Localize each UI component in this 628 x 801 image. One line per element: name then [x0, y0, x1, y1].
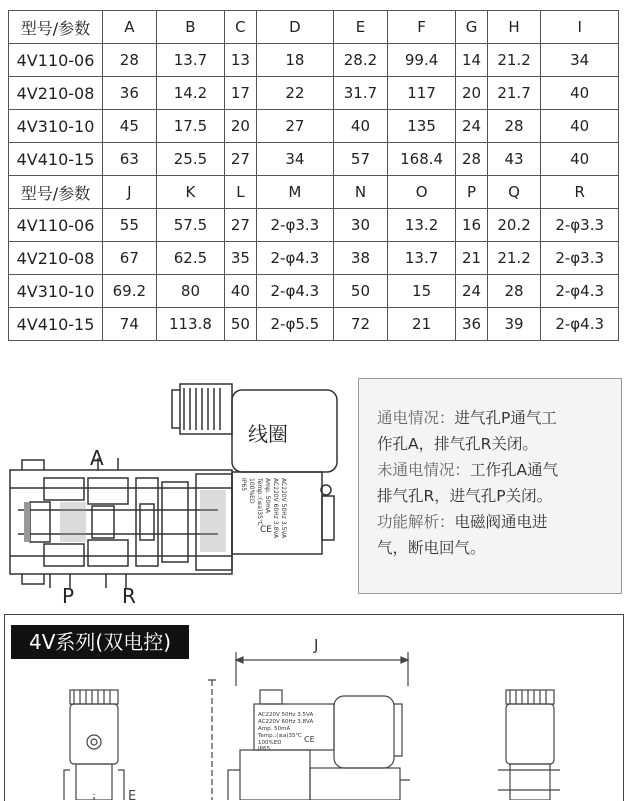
value-cell: 38: [334, 242, 388, 275]
value-cell: 27: [225, 209, 256, 242]
value-cell: 14: [456, 44, 487, 77]
value-cell: 2-φ3.3: [256, 209, 334, 242]
model-cell: 4V210-08: [9, 242, 103, 275]
value-cell: 17.5: [156, 110, 225, 143]
value-cell: N: [334, 176, 388, 209]
value-cell: C: [225, 11, 256, 44]
value-cell: 21.7: [487, 77, 541, 110]
model-cell: 4V110-06: [9, 44, 103, 77]
value-cell: 14.2: [156, 77, 225, 110]
spec-table: [8, 10, 619, 341]
coil-spec-text-2: AC220V 60Hz 3.8VA: [258, 719, 314, 725]
value-cell: 72: [334, 308, 388, 341]
value-cell: B: [156, 11, 225, 44]
value-cell: 2-φ4.3: [541, 308, 619, 341]
value-cell: J: [103, 176, 157, 209]
section-title: 4V系列(双电控): [11, 625, 189, 659]
value-cell: 34: [541, 44, 619, 77]
value-cell: 28: [103, 44, 157, 77]
value-cell: 30: [334, 209, 388, 242]
value-cell: 74: [103, 308, 157, 341]
value-cell: L: [225, 176, 256, 209]
value-cell: 2-φ3.3: [541, 209, 619, 242]
model-cell: 4V210-08: [9, 77, 103, 110]
value-cell: 57.5: [156, 209, 225, 242]
analysis-line-1: 功能解析：电磁阀通电进: [377, 513, 548, 531]
table-row: [9, 143, 619, 176]
value-cell: 20: [225, 110, 256, 143]
coil-spec-text-2: Temp.:(≤a)35℃: [258, 733, 302, 739]
value-cell: 16: [456, 209, 487, 242]
coil-spec-text-2: IP65: [258, 746, 270, 752]
svg-text:CE: CE: [260, 525, 272, 535]
value-cell: 113.8: [156, 308, 225, 341]
value-cell: G: [456, 11, 487, 44]
value-cell: H: [487, 11, 541, 44]
table-row: [9, 44, 619, 77]
value-cell: 28.2: [334, 44, 388, 77]
port-r-label: R: [122, 584, 136, 608]
value-cell: 40: [225, 275, 256, 308]
table-row: [9, 77, 619, 110]
value-cell: D: [256, 11, 334, 44]
value-cell: 43: [487, 143, 541, 176]
powered-line-2: 作孔A，排气孔R关闭。: [377, 435, 538, 453]
table-row: [9, 242, 619, 275]
value-cell: 21: [387, 308, 456, 341]
value-cell: 35: [225, 242, 256, 275]
table-row: [9, 110, 619, 143]
value-cell: 40: [334, 110, 388, 143]
value-cell: 40: [541, 110, 619, 143]
value-cell: 22: [256, 77, 334, 110]
value-cell: 2-φ5.5: [256, 308, 334, 341]
coil-spec-text: AC220V 60Hz 3.8VA: [272, 478, 279, 539]
coil-label: 线圈: [248, 422, 288, 446]
coil-spec-text-2: 100%ED: [258, 740, 282, 746]
analysis-line-2: 气，断电回气。: [377, 539, 486, 557]
value-cell: 80: [156, 275, 225, 308]
value-cell: 55: [103, 209, 157, 242]
value-cell: 28: [487, 275, 541, 308]
svg-text:CE: CE: [304, 735, 315, 744]
table-header-row: [9, 11, 619, 44]
value-cell: 50: [225, 308, 256, 341]
value-cell: 69.2: [103, 275, 157, 308]
value-cell: 13: [225, 44, 256, 77]
value-cell: 99.4: [387, 44, 456, 77]
value-cell: K: [156, 176, 225, 209]
coil-spec-text-2: Amp. 50mA: [258, 726, 291, 732]
model-cell: 型号/参数: [9, 176, 103, 209]
value-cell: 36: [456, 308, 487, 341]
value-cell: 168.4: [387, 143, 456, 176]
coil-spec-text: Temp.:(≤a)35℃: [256, 478, 263, 526]
value-cell: M: [256, 176, 334, 209]
value-cell: 20.2: [487, 209, 541, 242]
port-p-label: P: [62, 584, 75, 608]
value-cell: 2-φ4.3: [541, 275, 619, 308]
value-cell: 13.7: [387, 242, 456, 275]
model-cell: 型号/参数: [9, 11, 103, 44]
value-cell: 31.7: [334, 77, 388, 110]
value-cell: 15: [387, 275, 456, 308]
value-cell: 39: [487, 308, 541, 341]
double-solenoid-drawing: [0, 650, 628, 800]
coil-spec-text: AC220V 50Hz 3.5VA: [280, 478, 287, 539]
value-cell: 40: [541, 143, 619, 176]
value-cell: 13.7: [156, 44, 225, 77]
coil-spec-text: IP65: [240, 478, 247, 492]
value-cell: 45: [103, 110, 157, 143]
value-cell: 13.2: [387, 209, 456, 242]
value-cell: A: [103, 11, 157, 44]
value-cell: 63: [103, 143, 157, 176]
powered-line-1: 通电情况：进气孔P通气工: [377, 409, 557, 427]
unpowered-line-1: 未通电情况：工作孔A通气: [377, 461, 559, 479]
coil-spec-text-2: AC220V 50Hz 3.5VA: [258, 712, 314, 718]
model-cell: 4V110-06: [9, 209, 103, 242]
dim-j-label: J: [314, 636, 319, 654]
value-cell: 2-φ4.3: [256, 275, 334, 308]
value-cell: 24: [456, 275, 487, 308]
model-cell: 4V310-10: [9, 275, 103, 308]
model-cell: 4V310-10: [9, 110, 103, 143]
value-cell: 27: [225, 143, 256, 176]
function-info-box: [358, 378, 622, 594]
coil-spec-text: 100%ED: [248, 478, 255, 504]
value-cell: 25.5: [156, 143, 225, 176]
coil-knob: [180, 384, 232, 434]
value-cell: 24: [456, 110, 487, 143]
value-cell: 21.2: [487, 242, 541, 275]
table-row: [9, 275, 619, 308]
value-cell: 117: [387, 77, 456, 110]
value-cell: 2-φ3.3: [541, 242, 619, 275]
value-cell: 62.5: [156, 242, 225, 275]
port-a-label: A: [90, 446, 104, 470]
value-cell: 50: [334, 275, 388, 308]
value-cell: 28: [456, 143, 487, 176]
value-cell: 34: [256, 143, 334, 176]
value-cell: I: [541, 11, 619, 44]
value-cell: 28: [487, 110, 541, 143]
value-cell: 67: [103, 242, 157, 275]
table-row: [9, 209, 619, 242]
value-cell: 20: [456, 77, 487, 110]
value-cell: 21.2: [487, 44, 541, 77]
value-cell: 27: [256, 110, 334, 143]
spec-table-body: [9, 11, 619, 341]
model-cell: 4V410-15: [9, 308, 103, 341]
value-cell: 21: [456, 242, 487, 275]
unpowered-line-2: 排气孔R，进气孔P关闭。: [377, 487, 553, 505]
coil-spec-text: Amp. 50mA: [264, 478, 271, 514]
value-cell: 2-φ4.3: [256, 242, 334, 275]
value-cell: Q: [487, 176, 541, 209]
value-cell: 57: [334, 143, 388, 176]
value-cell: O: [387, 176, 456, 209]
value-cell: F: [387, 11, 456, 44]
value-cell: E: [334, 11, 388, 44]
value-cell: R: [541, 176, 619, 209]
value-cell: 135: [387, 110, 456, 143]
valve-diagram: [0, 378, 350, 610]
value-cell: 40: [541, 77, 619, 110]
model-cell: 4V410-15: [9, 143, 103, 176]
value-cell: 36: [103, 77, 157, 110]
value-cell: 18: [256, 44, 334, 77]
table-header-row: [9, 176, 619, 209]
value-cell: P: [456, 176, 487, 209]
table-row: [9, 308, 619, 341]
value-cell: 17: [225, 77, 256, 110]
dim-e-label: E: [128, 789, 137, 800]
